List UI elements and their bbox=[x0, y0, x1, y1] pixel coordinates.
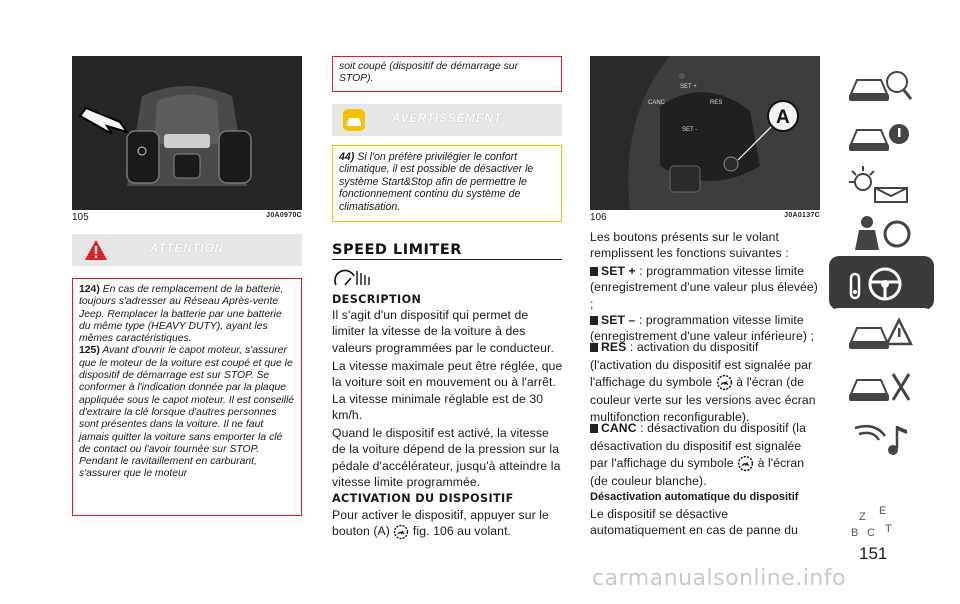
control-item-canc: CANC : désactivation du dispositif (la désactivation du dispositif est signalée par l'affichage du symbole à l'écran (de couleur blanche). bbox=[590, 421, 806, 488]
dashboard-icon bbox=[845, 116, 917, 158]
description-heading: DESCRIPTION bbox=[332, 293, 422, 306]
lights-icon bbox=[845, 164, 917, 206]
speed-limiter-symbol-icon bbox=[737, 455, 754, 472]
attention-header bbox=[72, 234, 302, 266]
control-item-res: RES : activation du dispositif (l'activation du dispositif est signalée par l'affichage du symbole à l'écran (de couleur verte sur les versions avec écran multifonction reconfigurable). bbox=[590, 340, 816, 424]
sidebar-tab-multimedia[interactable] bbox=[829, 412, 934, 466]
set-plus-label: SET + bbox=[680, 84, 697, 90]
steering-wheel-controls-graphic bbox=[590, 56, 820, 210]
attention-item: 124) En cas de remplacement de la batterie, toujours s'adresser au Réseau Après-vente Jeep. Remplacer la batterie par une batterie du même type (HEAVY DUTY), ayant les mêmes caractéristiques. bbox=[79, 284, 284, 345]
paragraph-3: Quand le dispositif est activé, la vitesse de la voiture dépend de la pression sur la pédale d'accélérateur, jusqu'à atteindre la vitesse limite programmée. bbox=[332, 426, 561, 490]
bullet-icon bbox=[590, 343, 598, 352]
start-stop-button-photo-graphic bbox=[72, 56, 302, 210]
figure-106-photo bbox=[590, 56, 820, 210]
bullet-icon bbox=[590, 316, 598, 325]
figure-code: J0A0137C bbox=[784, 212, 820, 219]
controls-intro: Les boutons présents sur le volant remplissent les fonctions suivantes : bbox=[590, 230, 789, 261]
sidebar-tab-safety[interactable] bbox=[829, 206, 934, 260]
paragraph-2: La vitesse maximale peut être réglée, que la voiture soit en mouvement ou à l'arrêt. La vitesse minimale réglable est de 30 km/h. bbox=[332, 359, 563, 423]
paragraph-1: Il s'agit d'un dispositif qui permet de limiter la vitesse de la voiture à des valeurs programmées par le conducteur. bbox=[332, 308, 554, 355]
sidebar-tab-maintenance[interactable] bbox=[829, 360, 934, 414]
svg-text:B: B bbox=[851, 527, 859, 539]
section-rule bbox=[332, 259, 562, 260]
watermark: carmanualsonline.info bbox=[592, 566, 846, 591]
bullet-icon bbox=[590, 424, 598, 433]
attention-item: 125) Avant d'ouvrir le capot moteur, s'assurer que le moteur de la voiture est coupé et que le dispositif de démarrage est sur STOP. Se conformer à l'indication donnée par la plaque appliquée sous le capot moteur. Il est conseillé d'extraire la clé lorsque d'autres personnes sont présentes dans la voiture. Il ne faut jamais quitter la voiture sans emporter la clé de contact ou l'avoir tournée sur STOP. Pendant le ravitaillement en carburant, s'assurer que le moteur bbox=[79, 345, 295, 480]
warning-header bbox=[332, 104, 562, 136]
attention-box bbox=[72, 278, 302, 516]
warning-box: 44) Si l'on préfère privilégier le confort climatique, il est possible de désactiver le système Start&Stop afin de permettre le fonctionnement continu du système de climatisation. bbox=[332, 145, 562, 222]
speed-limiter-button-icon bbox=[393, 524, 409, 540]
page-number: 151 bbox=[859, 544, 888, 563]
warning-title: AVERTISSEMENT bbox=[392, 113, 502, 125]
attention-title: ATTENTION bbox=[150, 243, 224, 255]
auto-deactivation-text: Le dispositif se désactive automatiquement en cas de panne du bbox=[590, 507, 799, 538]
warning-car-icon bbox=[845, 314, 917, 356]
svg-text:E: E bbox=[879, 505, 887, 517]
continued-attention-box: soit coupé (dispositif de démarrage sur STOP). bbox=[332, 56, 562, 92]
steering-icon bbox=[845, 262, 917, 304]
index-icon bbox=[845, 502, 917, 544]
figure-number: 106 bbox=[590, 212, 607, 223]
sidebar-tab-driving[interactable] bbox=[829, 256, 934, 310]
activation-heading: ACTIVATION DU DISPOSITIF bbox=[332, 492, 514, 505]
figure-number: 105 bbox=[72, 212, 89, 223]
speed-limiter-icon bbox=[333, 267, 375, 289]
control-item-set-plus: SET + : programmation vitesse limite (enregistrement d'une valeur plus élevée) ; bbox=[590, 264, 818, 311]
svg-text:T: T bbox=[885, 523, 892, 535]
paragraph-4: Pour activer le dispositif, appuyer sur le bouton (A) fig. 106 au volant. bbox=[332, 508, 549, 539]
sidebar-tab-emergency[interactable] bbox=[829, 308, 934, 362]
control-item-set-minus: SET – : programmation vitesse limite (enregistrement d'une valeur inférieure) ; bbox=[590, 313, 814, 344]
figure-106-caption bbox=[590, 212, 820, 223]
set-minus-label: SET - bbox=[682, 127, 698, 133]
car-info-icon bbox=[845, 66, 917, 108]
sidebar-tab-dashboard[interactable] bbox=[829, 110, 934, 164]
callout-a-label: A bbox=[776, 107, 790, 128]
svg-text:C: C bbox=[867, 527, 875, 539]
canc-label: CANC bbox=[648, 100, 666, 106]
res-label: RES bbox=[710, 100, 723, 106]
multimedia-icon bbox=[845, 418, 917, 460]
figure-105-photo bbox=[72, 56, 302, 210]
svg-text:Z: Z bbox=[859, 511, 866, 523]
figure-105-caption bbox=[72, 212, 302, 223]
bullet-icon bbox=[590, 267, 598, 276]
safety-icon bbox=[845, 212, 917, 254]
sidebar-tab-vehicle[interactable] bbox=[829, 60, 934, 114]
tools-icon bbox=[845, 366, 917, 408]
speed-limiter-symbol-icon bbox=[716, 374, 733, 391]
sidebar-tab-lights[interactable] bbox=[829, 158, 934, 212]
section-title: SPEED LIMITER bbox=[332, 242, 462, 258]
figure-code: J0A0970C bbox=[266, 212, 302, 219]
auto-deactivation-heading: Désactivation automatique du dispositif bbox=[590, 491, 799, 503]
sidebar-tab-index[interactable] bbox=[829, 496, 934, 550]
